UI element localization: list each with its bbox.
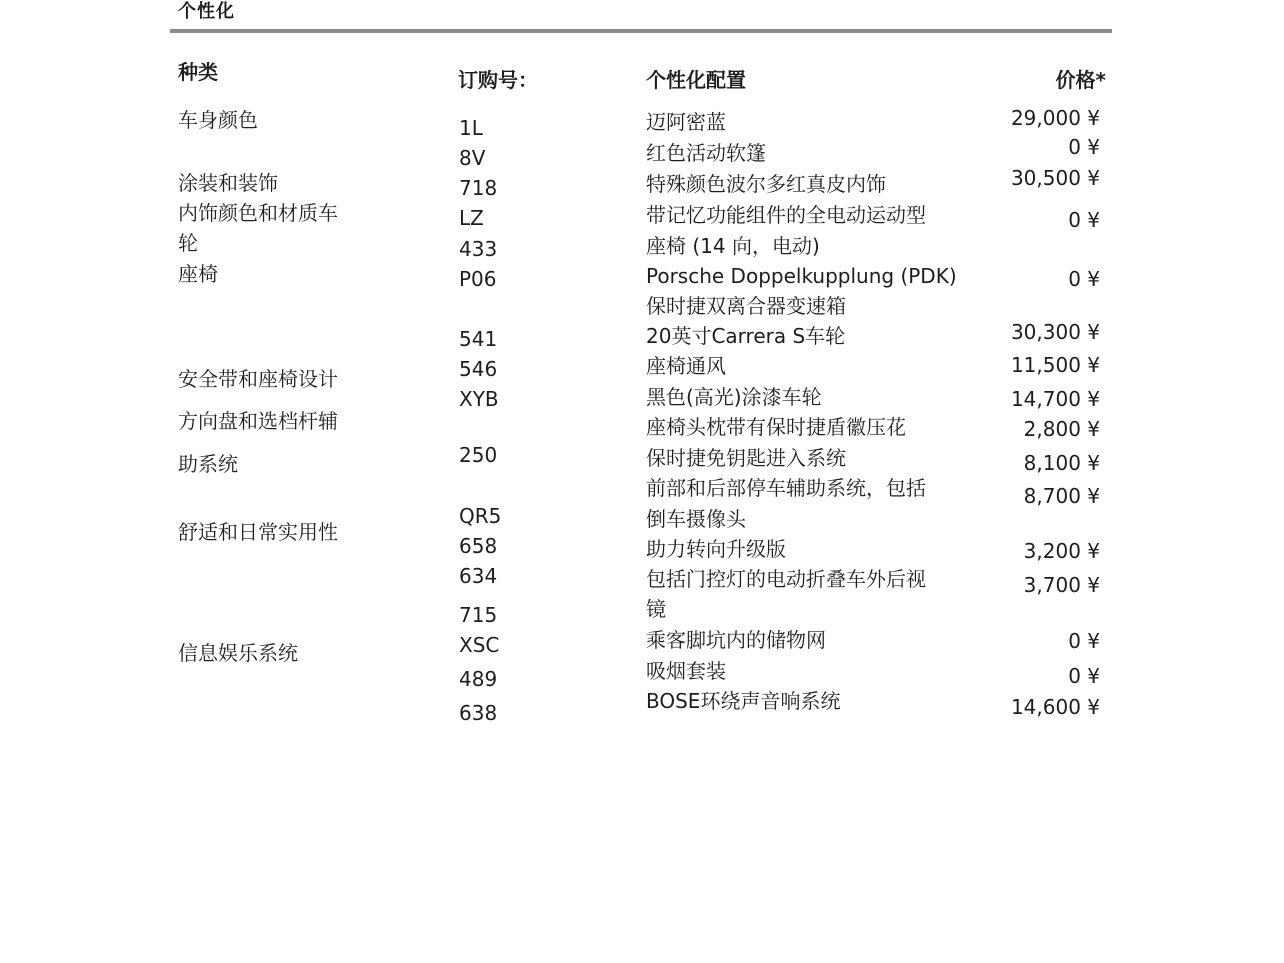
price-value: 30,500 ¥: [1010, 166, 1100, 190]
order-code: 546: [459, 357, 498, 381]
order-code: 634: [459, 564, 498, 588]
price-value: 3,700 ¥: [1023, 573, 1100, 597]
option-description: BOSE环绕声音响系统: [646, 689, 841, 713]
option-description: 迈阿密蓝: [646, 110, 726, 134]
order-code: LZ: [459, 206, 484, 230]
price-value: 0 ¥: [1068, 664, 1100, 688]
category-label: 车身颜色: [178, 108, 258, 132]
order-code: 715: [459, 603, 498, 627]
option-description: 包括门控灯的电动折叠车外后视: [646, 567, 926, 591]
option-description: 吸烟套装: [646, 659, 726, 683]
option-description: 助力转向升级版: [646, 537, 786, 561]
price-value: 0 ¥: [1068, 208, 1100, 232]
price-value: 14,600 ¥: [1010, 695, 1100, 719]
order-code: QR5: [459, 504, 502, 528]
order-code: 433: [459, 237, 498, 261]
price-value: 0 ¥: [1068, 135, 1100, 159]
price-value: 29,000 ¥: [1010, 106, 1100, 130]
section-title: 个性化: [178, 1, 235, 22]
order-code: 489: [459, 667, 498, 691]
category-label: 轮: [178, 231, 198, 255]
category-label: 方向盘和选档杆辅: [178, 409, 338, 433]
option-description: 带记忆功能组件的全电动运动型: [646, 203, 926, 227]
option-description: 红色活动软篷: [646, 141, 766, 165]
order-code: 658: [459, 534, 498, 558]
option-description: 前部和后部停车辅助系统，包括: [646, 476, 926, 500]
category-label: 助系统: [178, 452, 238, 476]
price-value: 30,300 ¥: [1010, 320, 1100, 344]
price-value: 11,500 ¥: [1010, 353, 1100, 377]
option-description: 乘客脚坑内的储物网: [646, 628, 826, 652]
option-description: 倒车摄像头: [646, 507, 746, 531]
price-value: 8,700 ¥: [1023, 484, 1100, 508]
option-description: 特殊颜色波尔多红真皮内饰: [646, 172, 886, 196]
option-description: 座椅头枕带有保时捷盾徽压花: [646, 415, 906, 439]
category-label: 内饰颜色和材质车: [178, 201, 338, 225]
price-value: 3,200 ¥: [1023, 539, 1100, 563]
category-label: 座椅: [178, 262, 218, 286]
price-value: 2,800 ¥: [1023, 417, 1100, 441]
header-order-no: 订购号：: [458, 68, 538, 92]
category-label: 舒适和日常实用性: [178, 520, 338, 544]
order-code: 250: [459, 443, 498, 467]
option-description: 20英寸Carrera S车轮: [646, 324, 846, 348]
option-description: 镜: [646, 597, 666, 621]
order-code: XSC: [459, 633, 500, 657]
option-description: 黑色(高光)涂漆车轮: [646, 385, 822, 409]
price-value: 0 ¥: [1068, 629, 1100, 653]
option-description: 座椅 (14 向，电动): [646, 234, 820, 258]
category-label: 涂装和装饰: [178, 171, 278, 195]
category-label: 信息娱乐系统: [178, 641, 298, 665]
order-code: P06: [459, 267, 497, 291]
order-code: 718: [459, 176, 498, 200]
option-description: 保时捷免钥匙进入系统: [646, 446, 846, 470]
price-value: 14,700 ¥: [1010, 387, 1100, 411]
section-divider: [170, 29, 1112, 33]
category-label: 安全带和座椅设计: [178, 367, 338, 391]
order-code: 541: [459, 327, 498, 351]
order-code: 638: [459, 701, 498, 725]
option-description: 保时捷双离合器变速箱: [646, 294, 846, 318]
order-code: 1L: [459, 116, 483, 140]
header-option: 个性化配置: [646, 68, 746, 92]
header-price: 价格*: [1055, 68, 1106, 92]
price-value: 8,100 ¥: [1023, 451, 1100, 475]
order-code: 8V: [459, 146, 486, 170]
header-category: 种类: [178, 60, 218, 84]
order-code: XYB: [459, 387, 499, 411]
price-value: 0 ¥: [1068, 267, 1100, 291]
option-description: Porsche Doppelkupplung (PDK): [646, 264, 957, 288]
option-description: 座椅通风: [646, 354, 726, 378]
